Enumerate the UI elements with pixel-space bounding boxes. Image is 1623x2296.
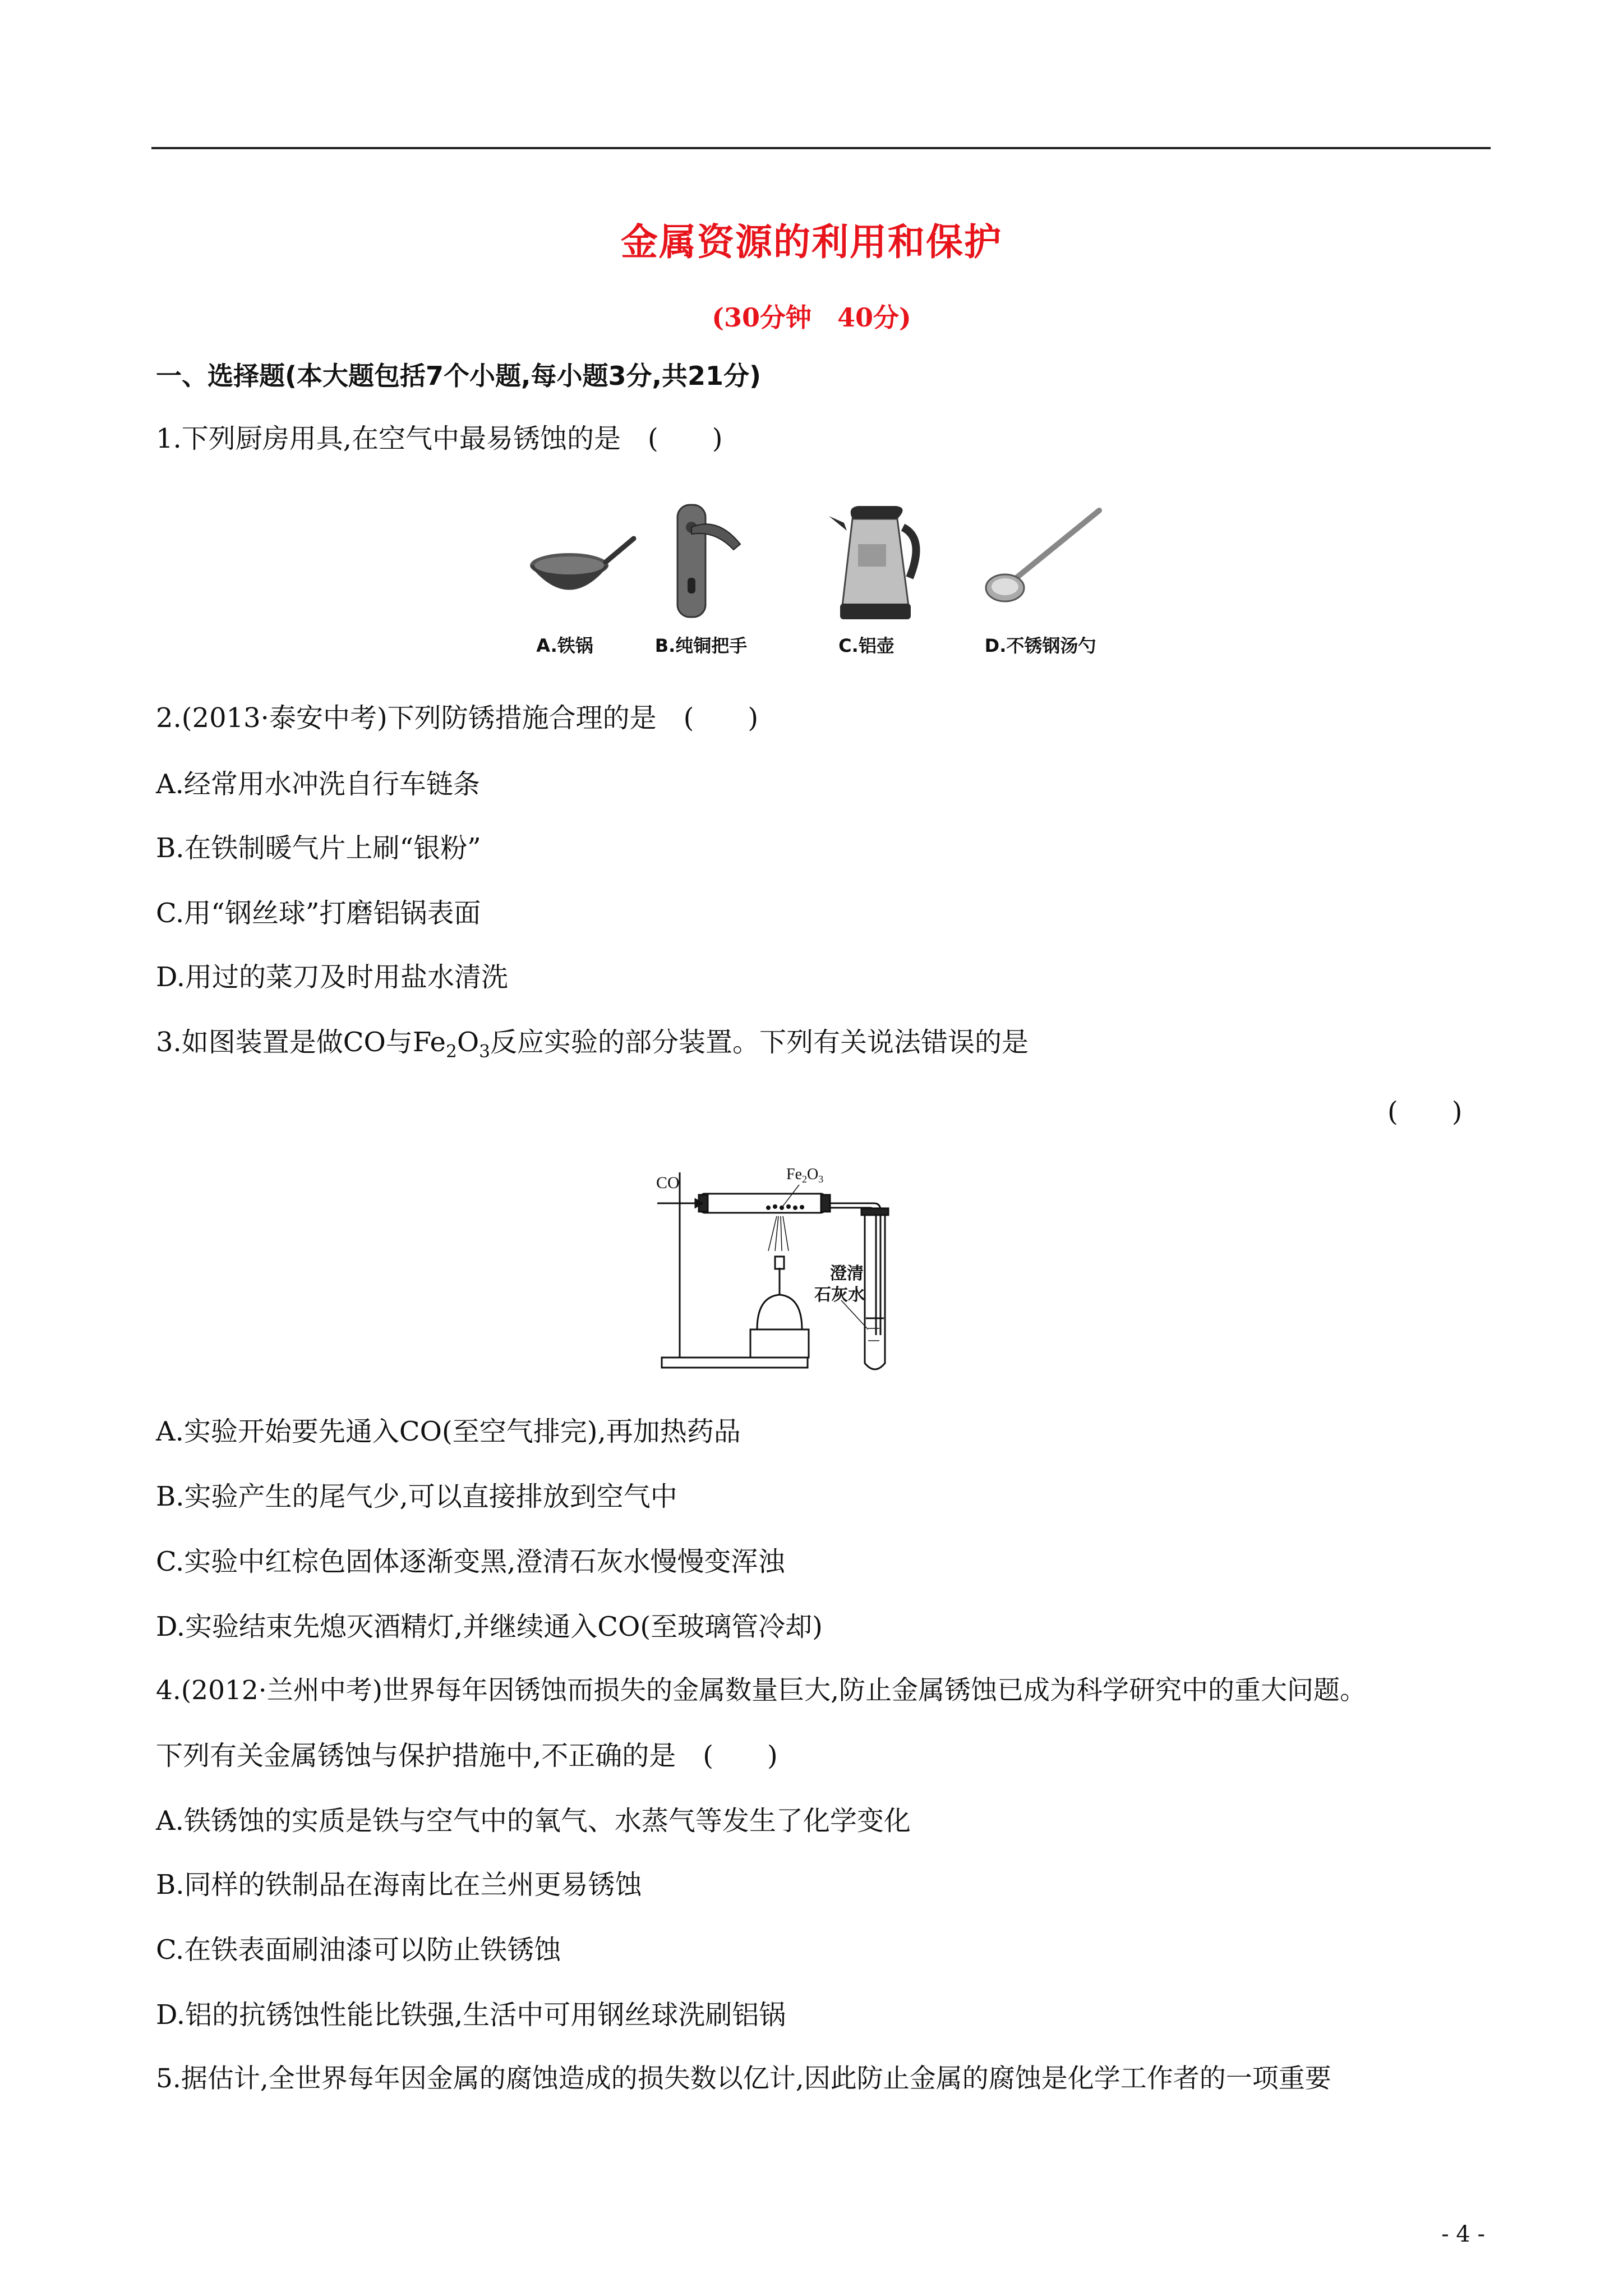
q2-stem: 2.(2013·泰安中考)下列防锈措施合理的是 ( ) (156, 702, 759, 734)
q4-stem-line1: 4.(2012·兰州中考)世界每年因锈蚀而损失的金属数量巨大,防止金属锈蚀已成为科学研究中的重大问题。 (156, 1675, 1367, 1706)
page-subtitle: (30分钟 40分) (712, 302, 911, 333)
q4-option-c: C.在铁表面刷油漆可以防止铁锈蚀 (156, 1934, 561, 1966)
q2-option-d: D.用过的菜刀及时用盐水清洗 (156, 961, 509, 993)
q1-option-d: D.不锈钢汤勺 (984, 635, 1096, 656)
q2-option-b: B.在铁制暖气片上刷“银粉” (156, 832, 481, 864)
kettle-image (829, 506, 916, 619)
q5-stem: 5.据估计,全世界每年因金属的腐蚀造成的损失数以亿计,因此防止金属的腐蚀是化学工作者的一项重要 (156, 2063, 1331, 2094)
q4-option-b: B.同样的铁制品在海南比在兰州更易锈蚀 (156, 1869, 642, 1901)
door-handle-image (677, 505, 740, 617)
q3-option-c: C.实验中红棕色固体逐渐变黑,澄清石灰水慢慢变浑浊 (156, 1546, 785, 1577)
wok-image (530, 539, 634, 590)
figure-label-fe2o3: $Fe_2O_3$ (786, 1166, 824, 1185)
page-number: - 4 - (1441, 2221, 1485, 2247)
q2-option-c: C.用“钢丝球”打磨铝锅表面 (156, 898, 481, 929)
page-title: 金属资源的利用和保护 (621, 220, 1002, 264)
figure-label-lime1: 澄清 (830, 1264, 864, 1283)
q2-option-a: A.经常用水冲洗自行车链条 (156, 769, 480, 800)
figure-label-lime2: 石灰水 (814, 1285, 865, 1305)
q1-stem: 1.下列厨房用具,在空气中最易锈蚀的是 ( ) (156, 423, 723, 454)
q3-option-a: A.实验开始要先通入CO(至空气排完),再加热药品 (156, 1416, 741, 1447)
section-heading: 一、选择题(本大题包括7个小题,每小题3分,共21分) (156, 361, 762, 391)
q4-option-a: A.铁锈蚀的实质是铁与空气中的氧气、水蒸气等发生了化学变化 (156, 1805, 911, 1837)
figure-label-co: CO (656, 1174, 680, 1192)
q1-option-b: B.纯铜把手 (654, 635, 748, 656)
q4-stem-line2: 下列有关金属锈蚀与保护措施中,不正确的是 ( ) (156, 1740, 778, 1772)
q3-option-b: B.实验产生的尾气少,可以直接排放到空气中 (156, 1481, 677, 1512)
q3-answer-paren: ( ) (1387, 1096, 1463, 1128)
header-rule (151, 147, 1491, 149)
q1-utensils-figure (522, 494, 1116, 645)
q4-option-d: D.铝的抗锈蚀性能比铁强,生活中可用钢丝球洗刷铝锅 (156, 1999, 786, 2031)
ladle-image (986, 510, 1099, 601)
q1-option-c: C.铝壶 (838, 635, 895, 656)
q3-option-d: D.实验结束先熄灭酒精灯,并继续通入CO(至玻璃管冷却) (156, 1611, 823, 1642)
q3-stem: 3.如图装置是做CO与$Fe_2O_3$反应实验的部分装置。下列有关说法错误的是 (156, 1027, 1029, 1062)
q3-apparatus-figure (656, 1150, 970, 1386)
q1-option-a: A.铁锅 (536, 635, 593, 656)
